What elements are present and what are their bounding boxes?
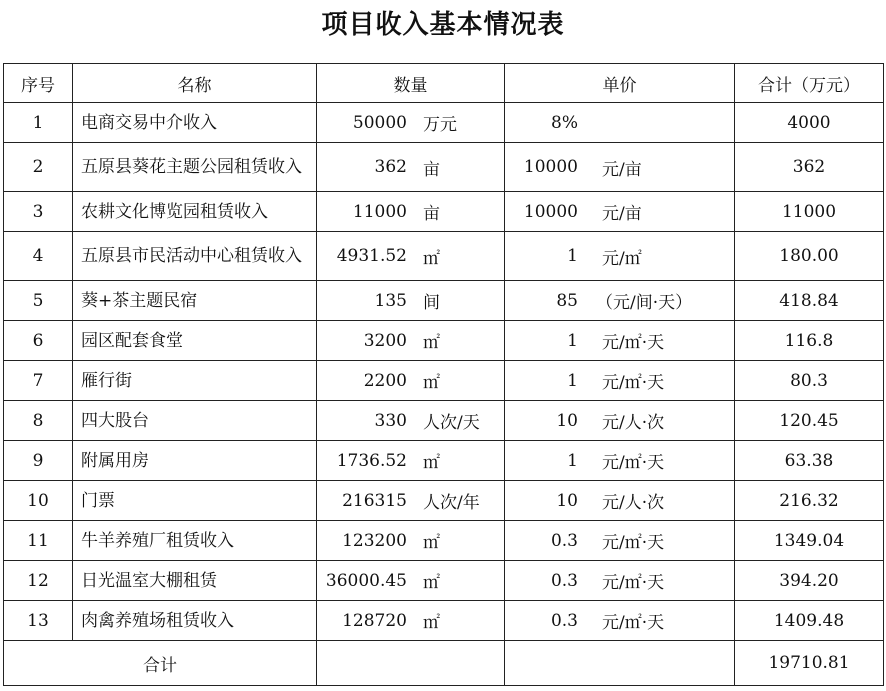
cell-seq: 3: [4, 192, 73, 232]
summary-row: [4, 641, 884, 686]
price-unit: 元/亩: [602, 159, 642, 180]
cell-quantity: [317, 521, 505, 561]
header-total: 合计（万元）: [735, 64, 884, 103]
cell-quantity: [317, 281, 505, 321]
quantity-value: 123200: [342, 530, 407, 551]
price-value: 0.3: [550, 610, 578, 631]
cell-unit-price: [505, 103, 735, 143]
price-value: 10000: [523, 201, 578, 222]
table-row: [4, 601, 884, 641]
cell-seq: 4: [4, 232, 73, 281]
cell-quantity: [317, 561, 505, 601]
cell-total: 120.45: [735, 401, 884, 441]
quantity-value: 135: [374, 290, 407, 311]
quantity-unit: 间: [423, 293, 440, 313]
cell-unit-price: [505, 521, 735, 561]
cell-quantity: [317, 401, 505, 441]
quantity-value: 11000: [352, 201, 407, 222]
quantity-unit: ㎡: [423, 533, 440, 553]
summary-label: 合计: [4, 641, 317, 686]
quantity-unit: ㎡: [423, 453, 440, 473]
cell-quantity: [317, 321, 505, 361]
header-unit-price: 单价: [505, 64, 735, 103]
cell-name: 五原县葵花主题公园租赁收入: [73, 143, 317, 192]
table-row: [4, 192, 884, 232]
cell-name: 四大股台: [73, 401, 317, 441]
cell-name: 五原县市民活动中心租赁收入: [73, 232, 317, 281]
cell-name: 门票: [73, 481, 317, 521]
revenue-table: [3, 63, 884, 686]
quantity-value: 330: [374, 410, 407, 431]
page-title: 项目收入基本情况表: [321, 10, 565, 40]
cell-seq: 1: [4, 103, 73, 143]
price-value: 10: [556, 490, 578, 511]
table-row: [4, 481, 884, 521]
price-unit: 元/㎡·天: [602, 373, 665, 393]
quantity-value: 216315: [342, 490, 407, 511]
quantity-value: 128720: [342, 610, 407, 631]
cell-unit-price: [505, 441, 735, 481]
cell-name: 葵+茶主题民宿: [73, 281, 317, 321]
quantity-value: 3200: [363, 330, 407, 351]
cell-unit-price: [505, 232, 735, 281]
price-value: 1: [567, 370, 578, 391]
cell-quantity: [317, 601, 505, 641]
table-header-row: [4, 64, 884, 103]
quantity-value: 50000: [352, 112, 407, 133]
price-unit: 元/亩: [602, 204, 642, 224]
cell-total: 116.8: [735, 321, 884, 361]
cell-total: 80.3: [735, 361, 884, 401]
table-row: [4, 361, 884, 401]
quantity-unit: ㎡: [423, 573, 440, 593]
cell-quantity: [317, 192, 505, 232]
summary-quantity-empty: [317, 641, 505, 686]
price-value: 0.3: [550, 570, 578, 591]
summary-price-empty: [505, 641, 735, 686]
cell-total: 180.00: [735, 232, 884, 281]
cell-total: 394.20: [735, 561, 884, 601]
table-row: [4, 232, 884, 281]
price-value: 1: [567, 246, 578, 266]
cell-quantity: [317, 361, 505, 401]
quantity-unit: 亩: [423, 159, 440, 180]
quantity-unit: 万元: [423, 115, 457, 135]
cell-total: 11000: [735, 192, 884, 232]
quantity-unit: 人次/年: [423, 493, 480, 513]
header-quantity: 数量: [317, 64, 505, 103]
quantity-unit: ㎡: [423, 373, 440, 393]
price-unit: 元/人·次: [602, 493, 665, 513]
quantity-value: 4931.52: [336, 246, 407, 266]
cell-total: 216.32: [735, 481, 884, 521]
cell-seq: 9: [4, 441, 73, 481]
cell-total: 362: [735, 143, 884, 192]
cell-unit-price: [505, 281, 735, 321]
cell-seq: 11: [4, 521, 73, 561]
cell-seq: 7: [4, 361, 73, 401]
cell-seq: 10: [4, 481, 73, 521]
table-row: [4, 401, 884, 441]
price-value: 8%: [551, 112, 578, 133]
cell-seq: 8: [4, 401, 73, 441]
quantity-value: 1736.52: [336, 450, 407, 471]
cell-seq: 5: [4, 281, 73, 321]
table-row: [4, 281, 884, 321]
cell-quantity: [317, 232, 505, 281]
price-value: 85: [556, 290, 578, 311]
summary-total: 19710.81: [735, 641, 884, 686]
price-unit: 元/㎡·天: [602, 533, 665, 553]
cell-unit-price: [505, 192, 735, 232]
cell-quantity: [317, 103, 505, 143]
cell-unit-price: [505, 143, 735, 192]
cell-unit-price: [505, 361, 735, 401]
cell-name: 附属用房: [73, 441, 317, 481]
cell-name: 农耕文化博览园租赁收入: [73, 192, 317, 232]
quantity-value: 362: [374, 157, 407, 177]
price-value: 10000: [523, 157, 578, 177]
cell-seq: 12: [4, 561, 73, 601]
cell-unit-price: [505, 481, 735, 521]
cell-seq: 13: [4, 601, 73, 641]
price-unit: 元/人·次: [602, 413, 665, 433]
table-row: [4, 521, 884, 561]
cell-total: 418.84: [735, 281, 884, 321]
price-unit: 元/㎡·天: [602, 573, 665, 593]
cell-unit-price: [505, 321, 735, 361]
cell-name: 电商交易中介收入: [73, 103, 317, 143]
price-value: 1: [567, 330, 578, 351]
cell-unit-price: [505, 601, 735, 641]
header-seq: 序号: [4, 64, 73, 103]
cell-total: 4000: [735, 103, 884, 143]
quantity-unit: 人次/天: [423, 413, 480, 433]
price-unit: 元/㎡·天: [602, 613, 665, 633]
table-row: [4, 103, 884, 143]
table-row: [4, 561, 884, 601]
price-value: 10: [556, 410, 578, 431]
quantity-value: 36000.45: [325, 570, 407, 591]
quantity-unit: ㎡: [423, 333, 440, 353]
cell-total: 1409.48: [735, 601, 884, 641]
cell-total: 1349.04: [735, 521, 884, 561]
quantity-unit: ㎡: [423, 613, 440, 633]
price-unit: 元/㎡: [602, 248, 642, 269]
cell-name: 牛羊养殖厂租赁收入: [73, 521, 317, 561]
cell-quantity: [317, 143, 505, 192]
cell-seq: 2: [4, 143, 73, 192]
table-row: [4, 143, 884, 192]
table-row: [4, 321, 884, 361]
price-unit: （元/间·天）: [596, 293, 693, 313]
cell-name: 园区配套食堂: [73, 321, 317, 361]
cell-quantity: [317, 441, 505, 481]
price-value: 1: [567, 450, 578, 471]
price-unit: 元/㎡·天: [602, 333, 665, 353]
cell-total: 63.38: [735, 441, 884, 481]
cell-unit-price: [505, 561, 735, 601]
cell-name: 雁行街: [73, 361, 317, 401]
price-value: 0.3: [550, 530, 578, 551]
quantity-unit: 亩: [423, 204, 440, 224]
quantity-value: 2200: [363, 370, 407, 391]
cell-name: 日光温室大棚租赁: [73, 561, 317, 601]
table-row: [4, 441, 884, 481]
price-unit: 元/㎡·天: [602, 453, 665, 473]
cell-name: 肉禽养殖场租赁收入: [73, 601, 317, 641]
cell-seq: 6: [4, 321, 73, 361]
cell-unit-price: [505, 401, 735, 441]
quantity-unit: ㎡: [423, 248, 440, 269]
header-name: 名称: [73, 64, 317, 103]
cropped-text-line: [70, 684, 570, 691]
cell-quantity: [317, 481, 505, 521]
